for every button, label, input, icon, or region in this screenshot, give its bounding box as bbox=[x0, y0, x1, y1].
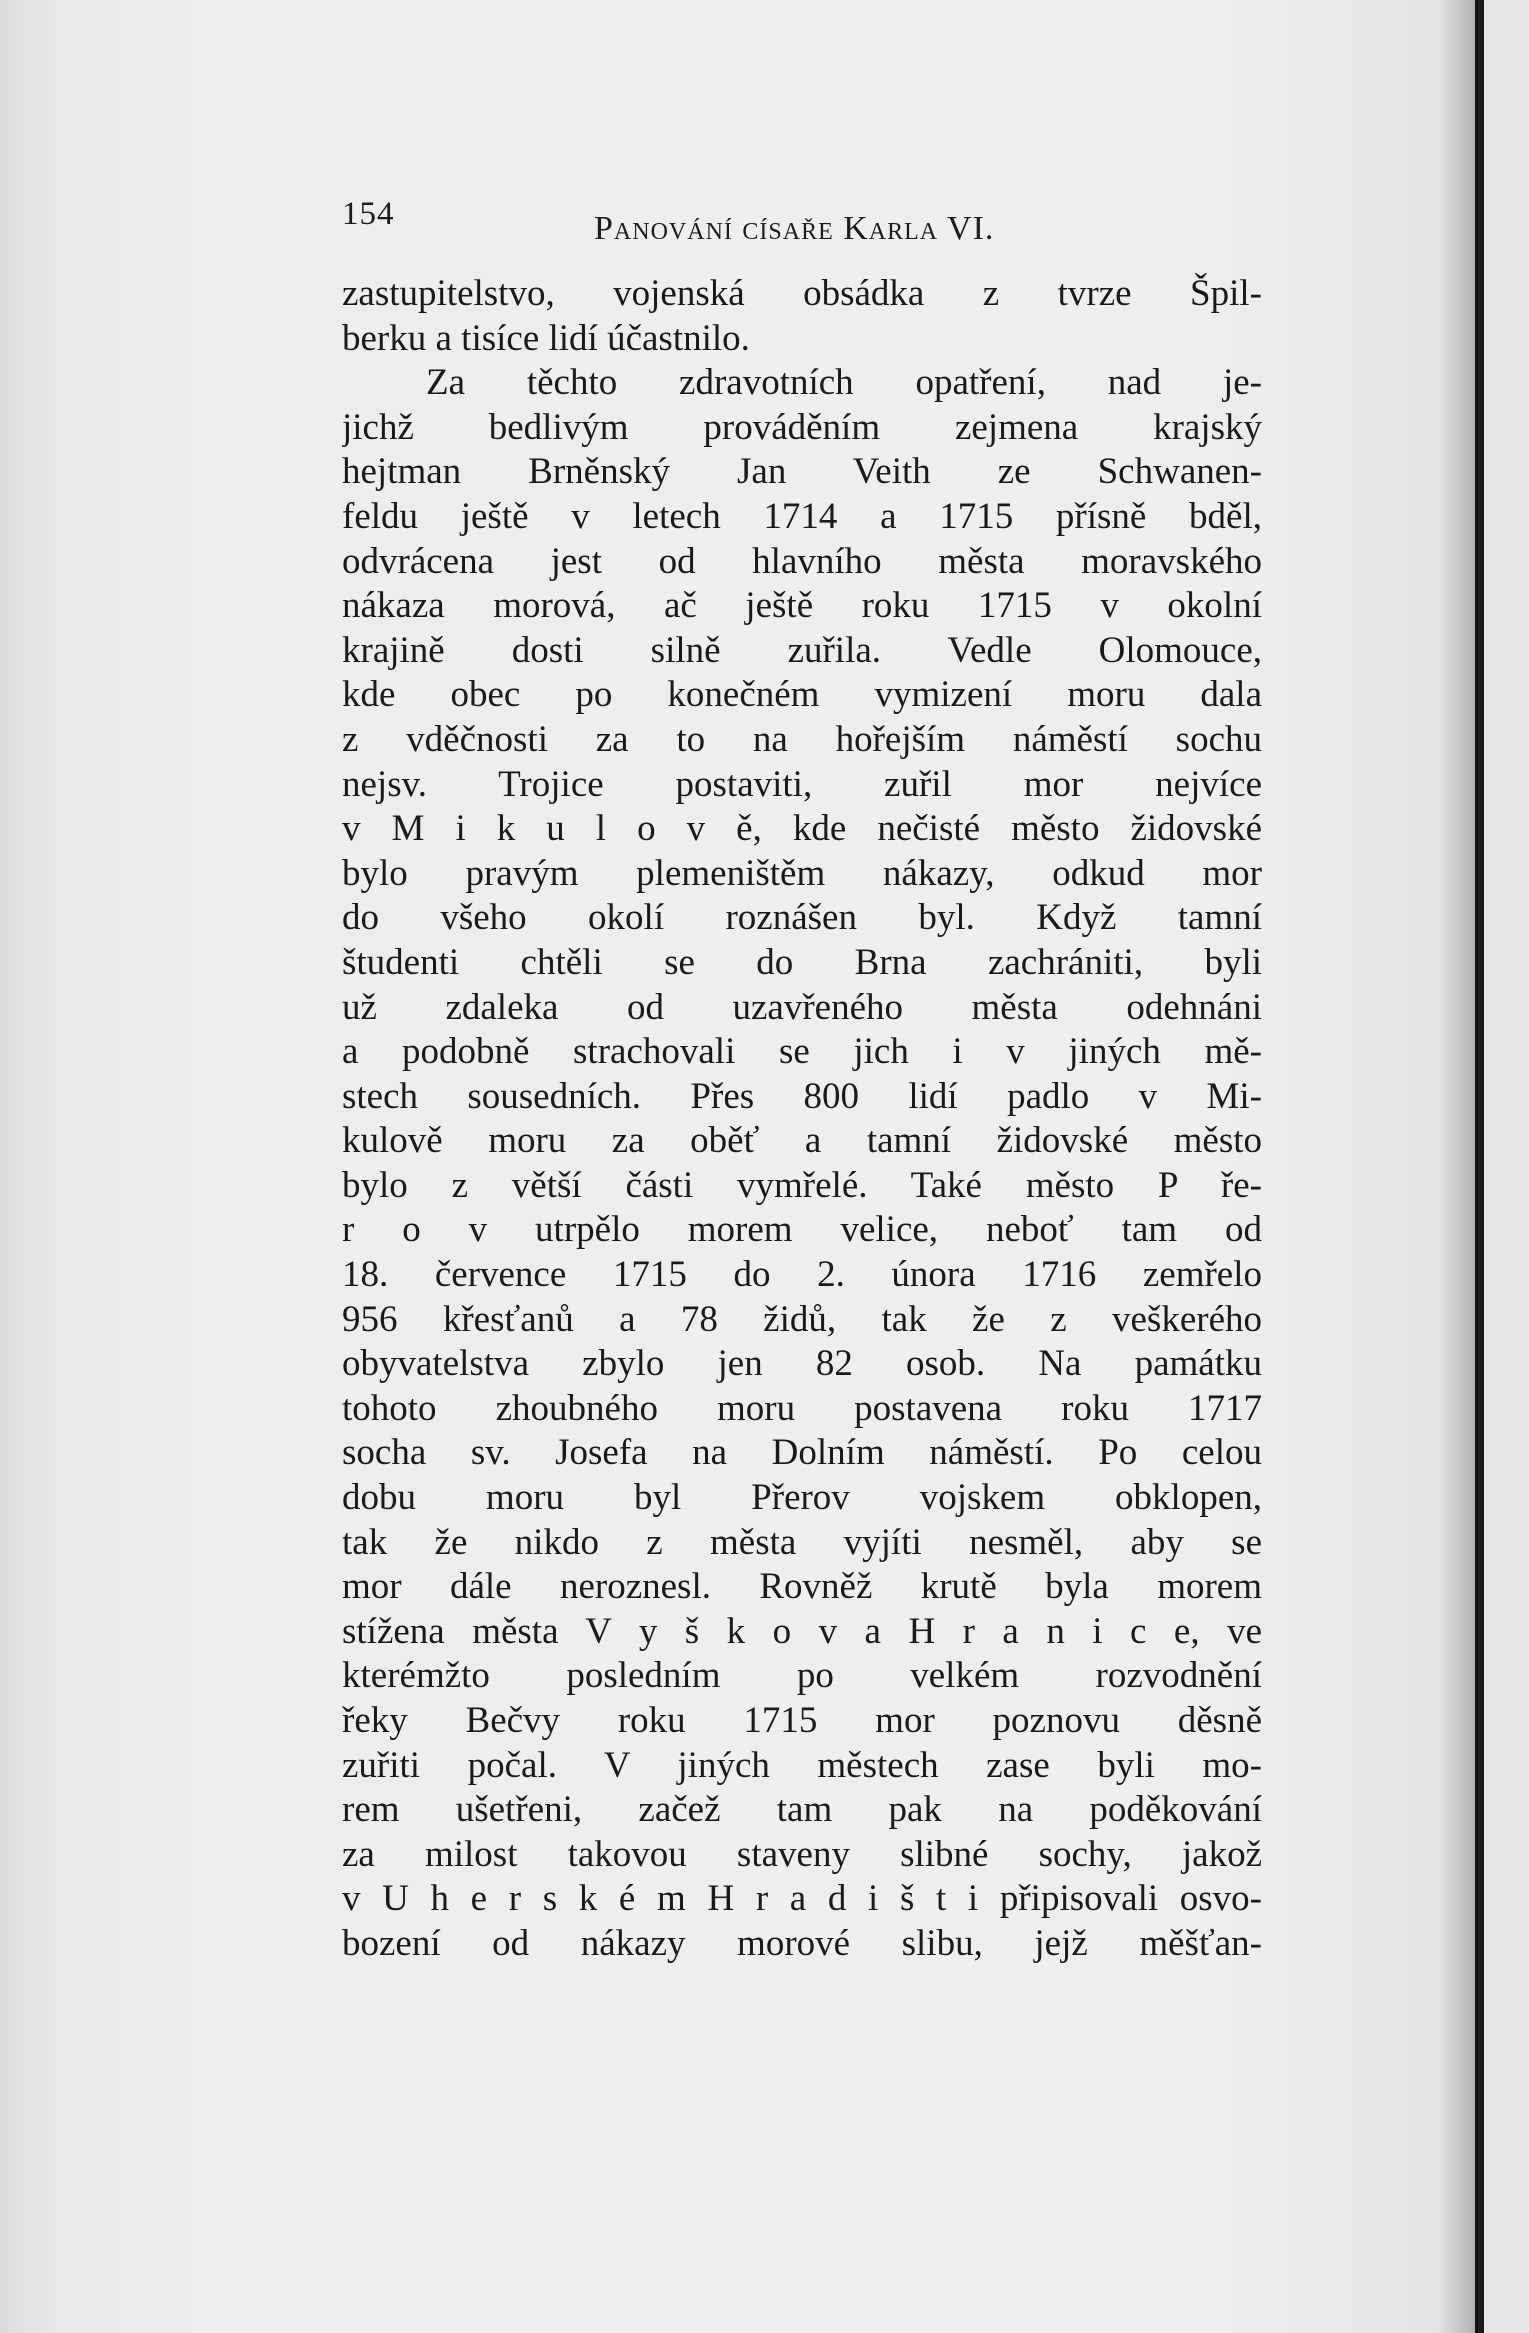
text-line: nejsv. Trojice postaviti, zuřil mor nejvíce bbox=[342, 763, 1262, 805]
text-line: zuřiti počal. V jiných městech zase byli mo- bbox=[342, 1744, 1262, 1786]
text-line: za milost takovou staveny slibné sochy, jakož bbox=[342, 1833, 1262, 1875]
text-line: rem ušetřeni, začež tam pak na poděkování bbox=[342, 1789, 1262, 1831]
text-line: krajině dosti silně zuřila. Vedle Olomouce, bbox=[342, 629, 1262, 671]
page-header bbox=[342, 196, 1282, 256]
next-page-edge bbox=[1478, 0, 1529, 2333]
running-head: Panování císaře Karla VI. bbox=[594, 210, 995, 247]
text-line: r o v utrpělo morem velice, neboť tam od bbox=[342, 1209, 1262, 1251]
text-line: z vděčnosti za to na hořejším náměstí sochu bbox=[342, 718, 1262, 760]
text-line: tohoto zhoubného moru postavena roku 1717 bbox=[342, 1387, 1262, 1429]
text-line: jichž bedlivým prováděním zejmena krajský bbox=[342, 406, 1262, 448]
text-line: odvrácena jest od hlavního města moravského bbox=[342, 540, 1262, 582]
text-line: bylo z větší části vymřelé. Také město P ře- bbox=[342, 1164, 1262, 1206]
text-line: stech sousedních. Přes 800 lidí padlo v Mi- bbox=[342, 1075, 1262, 1117]
page-number: 154 bbox=[342, 196, 395, 232]
text-line: nákaza morová, ač ještě roku 1715 v okolní bbox=[342, 585, 1262, 627]
text-line: řeky Bečvy roku 1715 mor poznovu děsně bbox=[342, 1700, 1262, 1741]
text-line: kulově moru za oběť a tamní židovské město bbox=[342, 1120, 1262, 1162]
text-line: 956 křesťanů a 78 židů, tak že z veškerého bbox=[342, 1298, 1262, 1340]
text-line: do všeho okolí roznášen byl. Když tamní bbox=[342, 897, 1262, 939]
text-line: 18. července 1715 do 2. února 1716 zemřelo bbox=[342, 1254, 1262, 1296]
text-line: mor dále neroznesl. Rovněž krutě byla morem bbox=[342, 1566, 1262, 1608]
text-line: socha sv. Josefa na Dolním náměstí. Po celou bbox=[342, 1432, 1262, 1474]
text-line: bylo pravým plemeništěm nákazy, odkud mor bbox=[342, 852, 1262, 894]
text-line: študenti chtěli se do Brna zachrániti, byli bbox=[342, 941, 1262, 983]
text-line: už zdaleka od uzavřeného města odehnáni bbox=[342, 986, 1262, 1028]
text-line: v M i k u l o v ě, kde nečisté město židovské bbox=[342, 808, 1262, 850]
text-line: obyvatelstva zbylo jen 82 osob. Na památku bbox=[342, 1343, 1262, 1385]
text-line: hejtman Brněnský Jan Veith ze Schwanen- bbox=[342, 451, 1262, 493]
text-line: v U h e r s k é m H r a d i š t i připisovali osvo- bbox=[342, 1878, 1262, 1920]
text-line: dobu moru byl Přerov vojskem obklopen, bbox=[342, 1477, 1262, 1519]
gutter-shadow bbox=[1440, 0, 1475, 2333]
body-text bbox=[342, 272, 1262, 1967]
text-line: stížena města V y š k o v a H r a n i c e, ve bbox=[342, 1610, 1262, 1652]
text-line: kde obec po konečném vymizení moru dala bbox=[342, 674, 1262, 716]
text-line: kterémžto posledním po velkém rozvodnění bbox=[342, 1655, 1262, 1697]
text-line: Za těchto zdravotních opatření, nad je- bbox=[426, 362, 1262, 404]
text-line: tak že nikdo z města vyjíti nesměl, aby se bbox=[342, 1521, 1262, 1563]
text-line: a podobně strachovali se jich i v jiných mě- bbox=[342, 1031, 1262, 1073]
text-line: zastupitelstvo, vojenská obsádka z tvrze Špil- bbox=[342, 273, 1262, 314]
text-line: bození od nákazy morové slibu, jejž měšťan- bbox=[342, 1922, 1262, 1964]
text-line: berku a tisíce lidí účastnilo. bbox=[342, 317, 750, 359]
text-line: feldu ještě v letech 1714 a 1715 přísně bděl, bbox=[342, 495, 1262, 537]
